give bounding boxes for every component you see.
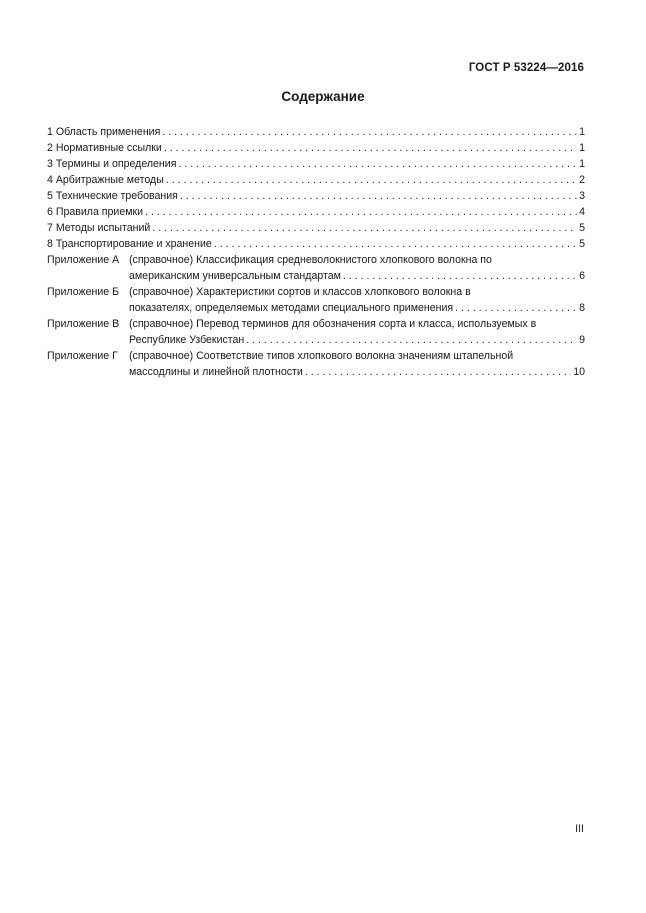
toc-appendix-v[interactable] <box>47 316 585 348</box>
appendix-label: Приложение Г <box>47 350 118 362</box>
toc-entry-page: 4 <box>579 206 585 218</box>
toc-entry-page: 5 <box>579 238 585 250</box>
appendix-body <box>129 252 585 284</box>
appendix-label: Приложение А <box>47 254 120 266</box>
toc-entry[interactable] <box>47 220 585 236</box>
toc-leader-dots <box>145 204 577 220</box>
toc-leader-dots <box>166 172 577 188</box>
toc-entry[interactable] <box>47 156 585 172</box>
toc-entry-text: 5 Технические требования <box>47 190 178 202</box>
toc-entry-page: 1 <box>579 158 585 170</box>
appendix-label: Приложение В <box>47 318 120 330</box>
appendix-body <box>129 284 585 316</box>
toc-leader-dots <box>305 364 571 380</box>
toc-leader-dots <box>214 236 577 252</box>
toc-entry-text: 6 Правила приемки <box>47 206 144 218</box>
toc-entry-text: 7 Методы испытаний <box>47 222 151 234</box>
toc-entry-page: 1 <box>579 126 585 138</box>
toc-leader-dots <box>246 332 577 348</box>
toc-entry[interactable] <box>47 140 585 156</box>
toc-appendix-a[interactable] <box>47 252 585 284</box>
appendix-body <box>129 316 585 348</box>
toc-leader-dots <box>343 268 577 284</box>
toc-leader-dots <box>180 188 577 204</box>
toc-leader-dots <box>162 124 577 140</box>
appendix-title-line-2 <box>129 332 585 348</box>
appendix-title-text: Республике Узбекистан <box>129 334 245 346</box>
page-number: III <box>575 823 584 835</box>
toc-title: Содержание <box>281 89 365 104</box>
toc-entry-text: 3 Термины и определения <box>47 158 177 170</box>
toc-entry-page: 5 <box>579 222 585 234</box>
appendix-title-text: массодлины и линейной плотности <box>129 366 303 378</box>
toc-appendix-b[interactable] <box>47 284 585 316</box>
toc-entry-page: 10 <box>573 366 585 378</box>
appendix-title-line-1: (справочное) Классификация средневолокнистого хлопкового волокна по <box>129 254 492 266</box>
toc-entry[interactable] <box>47 204 585 220</box>
toc-entry-page: 3 <box>579 190 585 202</box>
toc-leader-dots <box>455 300 577 316</box>
appendix-title-line-2 <box>129 364 585 380</box>
toc-leader-dots <box>178 156 577 172</box>
toc-entry[interactable] <box>47 172 585 188</box>
appendix-title-line-2 <box>129 268 585 284</box>
toc-entry[interactable] <box>47 188 585 204</box>
appendix-body <box>129 348 585 380</box>
toc-entry-text: 8 Транспортирование и хранение <box>47 238 212 250</box>
appendix-title-text: показателях, определяемых методами специального применения <box>129 302 454 314</box>
toc-leader-dots <box>152 220 577 236</box>
toc-entry[interactable] <box>47 236 585 252</box>
toc-entry-text: 2 Нормативные ссылки <box>47 142 162 154</box>
appendix-title-line-2 <box>129 300 585 316</box>
toc-entry[interactable] <box>47 124 585 140</box>
toc-appendix-g[interactable] <box>47 348 585 380</box>
toc-entry-page: 6 <box>579 270 585 282</box>
table-of-contents <box>47 124 585 380</box>
toc-entry-page: 8 <box>579 302 585 314</box>
toc-entry-text: 4 Арбитражные методы <box>47 174 164 186</box>
appendix-title-line-1: (справочное) Перевод терминов для обозначения сорта и класса, используемых в <box>129 318 537 330</box>
document-code: ГОСТ Р 53224—2016 <box>468 62 584 74</box>
toc-entry-page: 2 <box>579 174 585 186</box>
appendix-title-line-1: (справочное) Характеристики сортов и классов хлопкового волокна в <box>129 286 471 298</box>
toc-entry-page: 1 <box>579 142 585 154</box>
toc-entry-text: 1 Область применения <box>47 126 161 138</box>
appendix-label: Приложение Б <box>47 286 120 298</box>
toc-leader-dots <box>164 140 577 156</box>
toc-entry-page: 9 <box>579 334 585 346</box>
appendix-title-text: американским универсальным стандартам <box>129 270 341 282</box>
appendix-title-line-1: (справочное) Соответствие типов хлопкового волокна значениям штапельной <box>129 350 514 362</box>
